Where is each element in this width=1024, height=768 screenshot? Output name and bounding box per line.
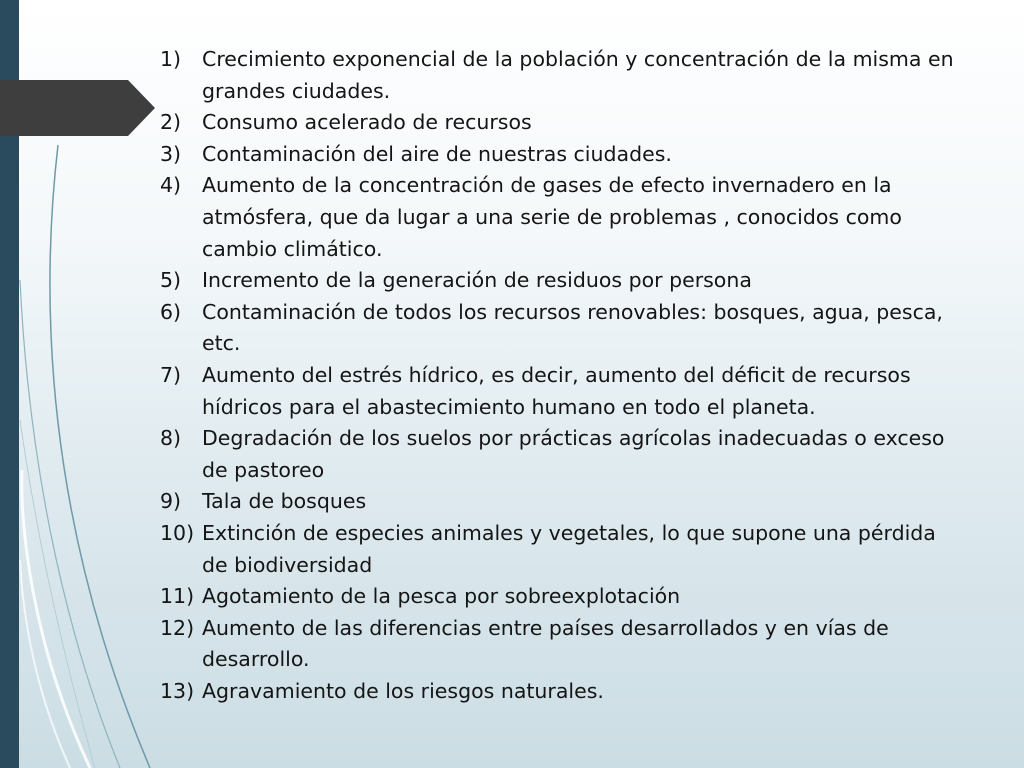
item-text: Contaminación de todos los recursos renovables: bosques, agua, pesca, etc. <box>202 299 943 356</box>
list-item <box>160 107 960 139</box>
item-number: 9) <box>160 489 182 514</box>
item-number: 7) <box>160 362 182 387</box>
list-item <box>160 297 960 360</box>
list-item <box>160 581 960 613</box>
list-item <box>160 139 960 171</box>
item-text: Incremento de la generación de residuos por persona <box>202 268 752 293</box>
item-text: Aumento de las diferencias entre países desarrollados y en vías de desarrollo. <box>202 615 889 672</box>
item-text: Extinción de especies animales y vegetales, lo que supone una pérdida de biodiversidad <box>202 520 936 577</box>
list-item <box>160 360 960 423</box>
item-text: Agravamiento de los riesgos naturales. <box>202 678 604 703</box>
list-item <box>160 518 960 581</box>
list-item <box>160 423 960 486</box>
item-number: 10) <box>160 520 195 545</box>
item-text: Aumento del estrés hídrico, es decir, aumento del déficit de recursos hídricos para el abastecimiento humano en todo el planeta. <box>202 362 911 419</box>
list-item <box>160 44 960 107</box>
item-text: Degradación de los suelos por prácticas agrícolas inadecuadas o exceso de pastoreo <box>202 426 945 482</box>
item-number: 6) <box>160 299 182 324</box>
item-text: Contaminación del aire de nuestras ciudades. <box>202 141 672 166</box>
item-number: 13) <box>160 678 195 703</box>
problem-list <box>160 44 960 707</box>
item-text: Consumo acelerado de recursos <box>202 110 532 135</box>
item-number: 2) <box>160 110 182 135</box>
title-arrow-tab <box>0 80 155 136</box>
item-number: 11) <box>160 584 195 609</box>
item-text: Crecimiento exponencial de la población y concentración de la misma en grandes ciudades. <box>202 47 954 103</box>
item-number: 12) <box>160 615 195 640</box>
list-item <box>160 486 960 518</box>
item-number: 5) <box>160 268 182 293</box>
item-text: Agotamiento de la pesca por sobreexplotación <box>202 584 681 609</box>
item-text: Tala de bosques <box>202 489 367 514</box>
item-number: 8) <box>160 426 182 451</box>
item-number: 1) <box>160 47 182 71</box>
list-item <box>160 613 960 676</box>
item-text: Aumento de la concentración de gases de efecto invernadero en la atmósfera, que da lugar a una serie de problemas , conocidos como cambio climático. <box>202 173 902 261</box>
list-item <box>160 265 960 297</box>
item-number: 4) <box>160 173 182 198</box>
list-item <box>160 676 960 708</box>
list-item <box>160 170 960 265</box>
item-number: 3) <box>160 141 182 166</box>
